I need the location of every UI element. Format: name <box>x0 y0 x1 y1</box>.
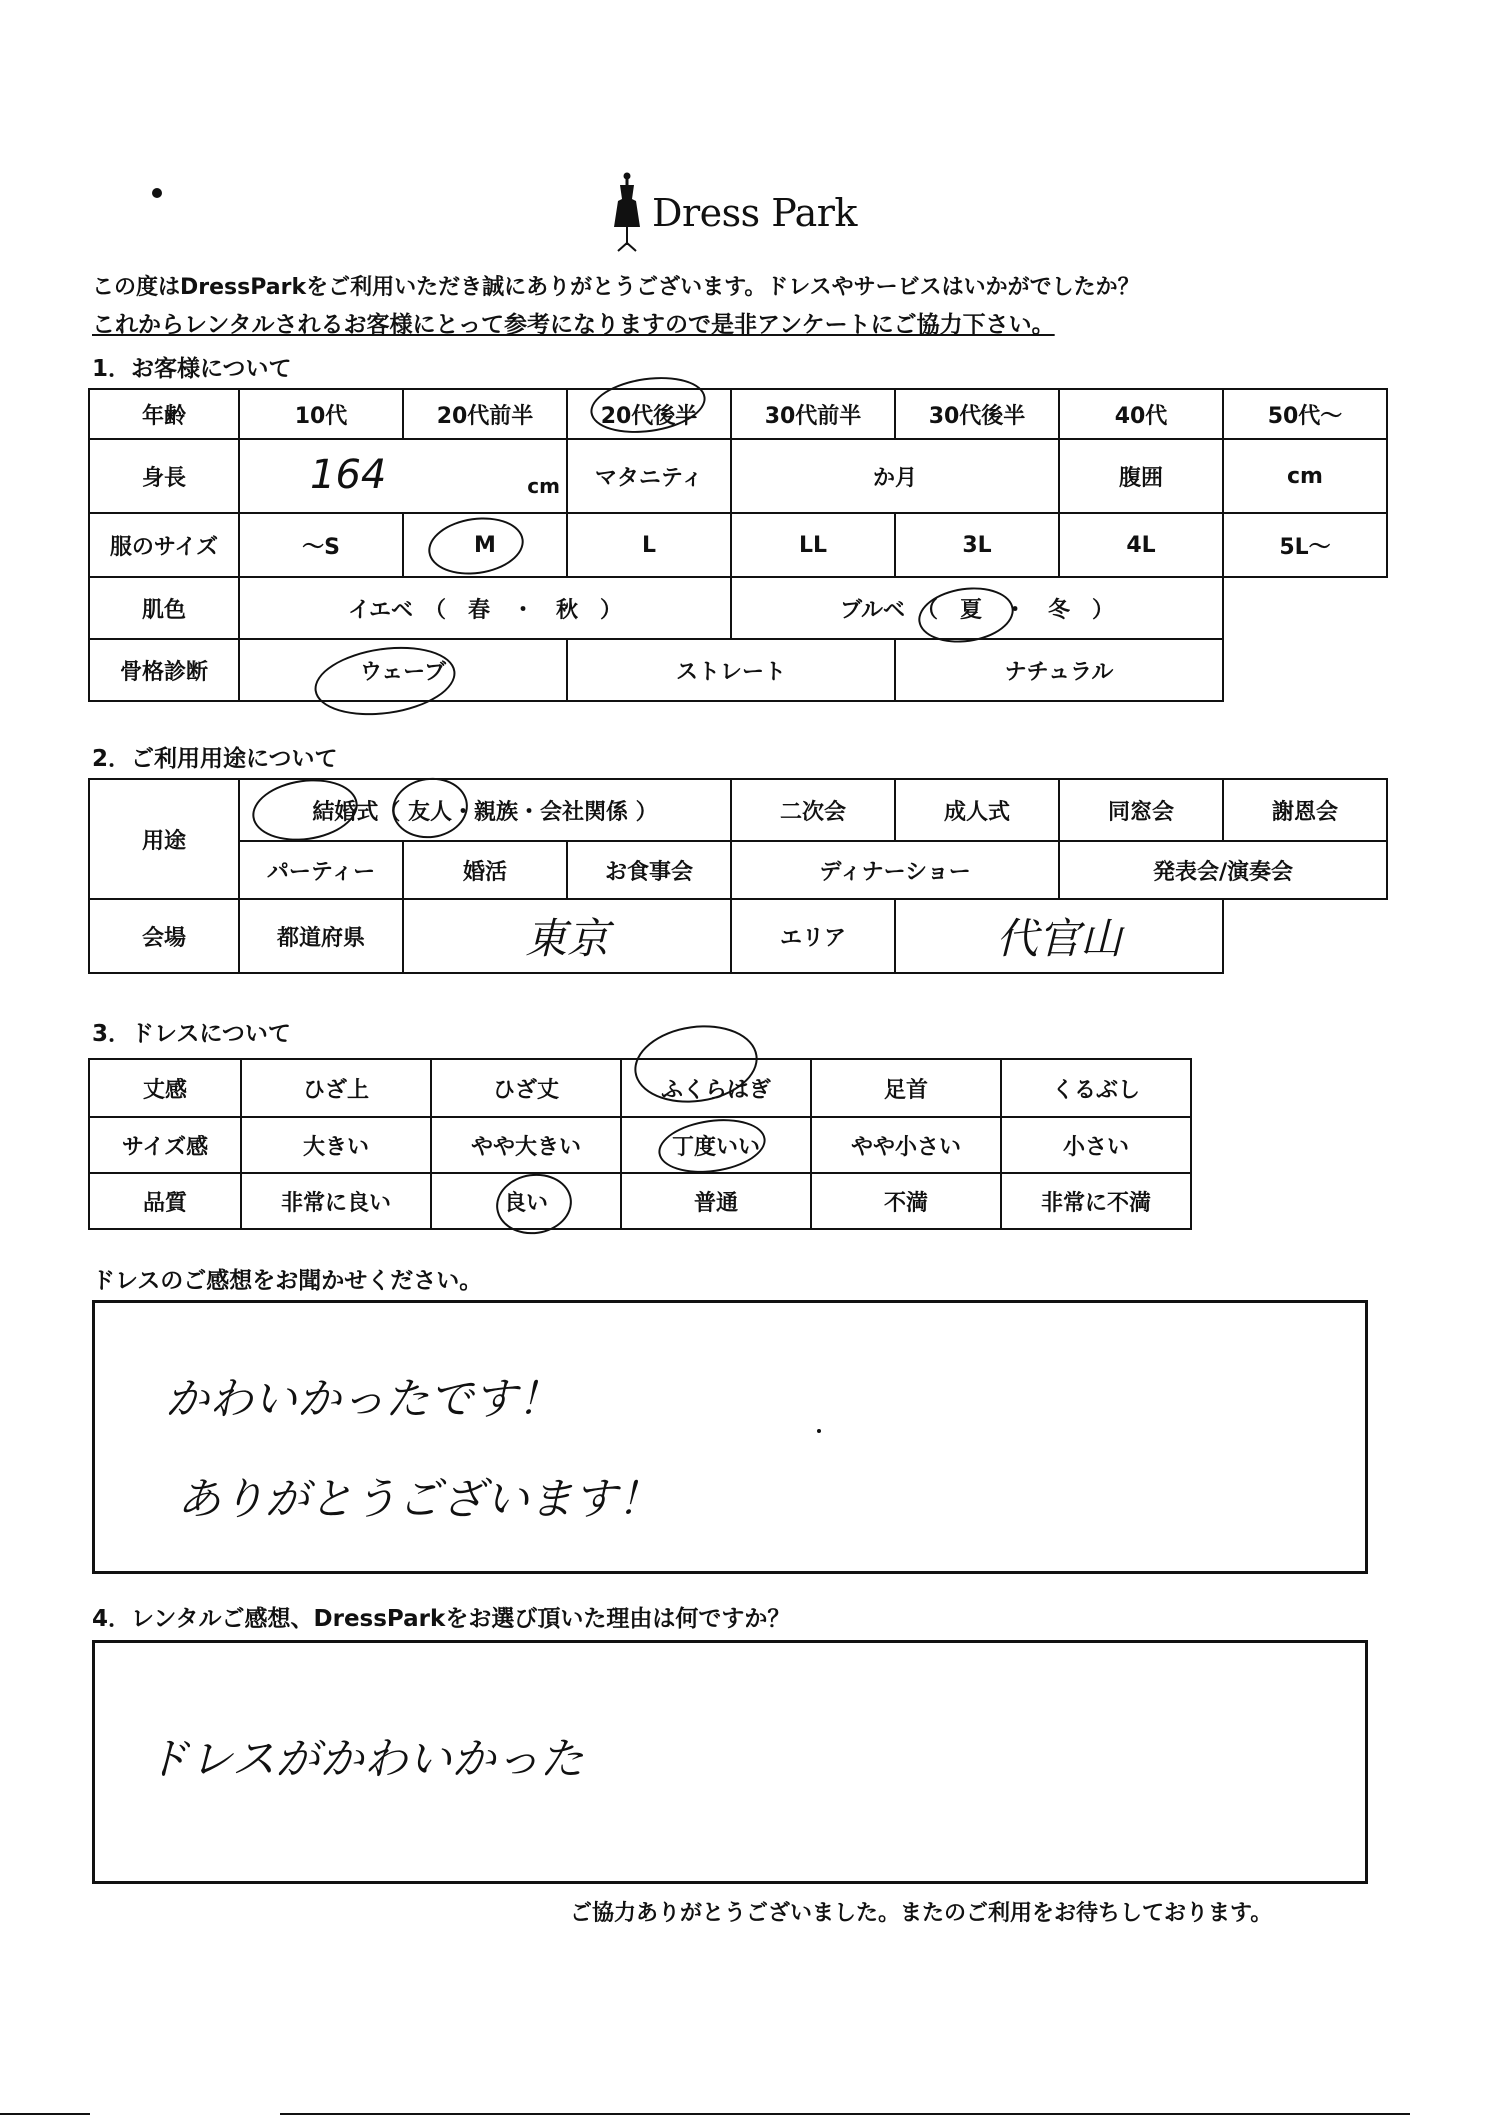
size-option[interactable]: L <box>567 513 731 577</box>
skin-label: 肌色 <box>89 577 239 639</box>
scan-speck <box>817 1429 821 1433</box>
age-option[interactable]: 50代～ <box>1223 389 1387 439</box>
section3-title: 3．ドレスについて <box>92 1021 291 1047</box>
prefecture-field[interactable] <box>403 899 731 973</box>
purpose-option[interactable]: 同窓会 <box>1059 779 1223 841</box>
empty-cell <box>1223 899 1387 973</box>
comment-prompt: ドレスのご感想をお聞かせください。 <box>92 1268 483 1294</box>
section2-title: 2．ご利用用途について <box>92 746 338 772</box>
quality-option-selected[interactable]: 良い <box>431 1173 621 1229</box>
intro-request: これからレンタルされるお客様にとって参考になりますので是非アンケートにご協力下さい。 <box>92 312 1055 338</box>
brand-logo <box>612 168 857 258</box>
size-option-selected[interactable]: M <box>403 513 567 577</box>
divider-line <box>0 2113 90 2115</box>
area-label: エリア <box>731 899 895 973</box>
comment-line: ありがとうございます！ <box>177 1474 661 1525</box>
age-option[interactable]: 40代 <box>1059 389 1223 439</box>
area-field[interactable] <box>895 899 1223 973</box>
age-option-selected[interactable]: 20代後半 <box>567 389 731 439</box>
area-value: 代官山 <box>996 914 1123 963</box>
empty-cell <box>1223 577 1387 639</box>
purpose-option[interactable]: 発表会/演奏会 <box>1059 841 1387 899</box>
fit-option[interactable]: やや小さい <box>811 1117 1001 1173</box>
length-option[interactable]: ひざ上 <box>241 1059 431 1117</box>
age-option[interactable]: 20代前半 <box>403 389 567 439</box>
maternity-unit: か月 <box>872 465 917 491</box>
dress-mannequin-icon <box>612 171 642 255</box>
quality-option[interactable]: 非常に不満 <box>1001 1173 1191 1229</box>
size-option[interactable]: LL <box>731 513 895 577</box>
reason-answer: ドレスがかわいかった <box>145 1734 584 1785</box>
comment-line: かわいかったです！ <box>165 1374 561 1425</box>
purpose-option[interactable]: 婚活 <box>403 841 567 899</box>
waist-label: 腹囲 <box>1059 439 1223 513</box>
height-field[interactable] <box>239 439 567 513</box>
purpose-label: 用途 <box>89 779 239 899</box>
fit-option[interactable]: 大きい <box>241 1117 431 1173</box>
thank-you-footer: ご協力ありがとうございました。またのご利用をお待ちしております。 <box>570 1901 1273 1926</box>
size-option[interactable]: 3L <box>895 513 1059 577</box>
purpose-option[interactable]: ディナーショー <box>731 841 1059 899</box>
prefecture-value: 東京 <box>525 914 610 963</box>
age-option[interactable]: 30代前半 <box>731 389 895 439</box>
comment-box[interactable] <box>92 1300 1368 1574</box>
purpose-option[interactable]: お食事会 <box>567 841 731 899</box>
length-option[interactable]: 足首 <box>811 1059 1001 1117</box>
brand-name: Dress Park <box>652 191 857 235</box>
age-option[interactable]: 30代後半 <box>895 389 1059 439</box>
fit-label: サイズ感 <box>89 1117 241 1173</box>
skin-yellow-option[interactable]: イエベ （ 春 ・ 秋 ） <box>239 577 731 639</box>
age-label: 年齢 <box>89 389 239 439</box>
section1-title: 1．お客様について <box>92 356 292 382</box>
purpose-option[interactable]: パーティー <box>239 841 403 899</box>
maternity-label: マタニティ <box>567 439 731 513</box>
venue-label: 会場 <box>89 899 239 973</box>
age-option[interactable]: 10代 <box>239 389 403 439</box>
quality-option[interactable]: 非常に良い <box>241 1173 431 1229</box>
skeleton-option[interactable]: ナチュラル <box>895 639 1223 701</box>
intro-text: この度はDressParkをご利用いただき誠にありがとうございます。ドレスやサービスはいかがでしたか？ <box>92 275 1140 300</box>
quality-option[interactable]: 普通 <box>621 1173 811 1229</box>
purpose-option[interactable]: 謝恩会 <box>1223 779 1387 841</box>
skeleton-option[interactable]: ストレート <box>567 639 895 701</box>
purpose-wedding[interactable]: 結婚式（ 友人・親族・会社関係 ） <box>239 779 731 841</box>
reason-box[interactable] <box>92 1640 1368 1884</box>
length-option[interactable]: ひざ丈 <box>431 1059 621 1117</box>
scan-speck <box>152 188 162 198</box>
size-option[interactable]: 4L <box>1059 513 1223 577</box>
purpose-option[interactable]: 二次会 <box>731 779 895 841</box>
fit-option[interactable]: やや大きい <box>431 1117 621 1173</box>
quality-label: 品質 <box>89 1173 241 1229</box>
customer-table <box>88 388 1388 702</box>
prefecture-label: 都道府県 <box>239 899 403 973</box>
fit-option[interactable]: 小さい <box>1001 1117 1191 1173</box>
waist-unit: cm <box>1287 463 1323 489</box>
length-option-selected[interactable]: ふくらはぎ <box>621 1059 811 1117</box>
size-option[interactable]: 5L～ <box>1223 513 1387 577</box>
height-value: 164 <box>310 452 387 498</box>
size-label: 服のサイズ <box>89 513 239 577</box>
skin-blue-option[interactable]: ブルベ （ 夏 ・ 冬 ） <box>731 577 1223 639</box>
waist-field[interactable] <box>1223 439 1387 513</box>
length-label: 丈感 <box>89 1059 241 1117</box>
size-option[interactable]: ～S <box>239 513 403 577</box>
height-unit: cm <box>527 474 560 498</box>
fit-option-selected[interactable]: 丁度いい <box>621 1117 811 1173</box>
quality-option[interactable]: 不満 <box>811 1173 1001 1229</box>
empty-cell <box>1223 639 1387 701</box>
height-label: 身長 <box>89 439 239 513</box>
section4-title: 4．レンタルご感想、DressParkをお選び頂いた理由は何ですか？ <box>92 1606 791 1632</box>
purpose-option[interactable]: 成人式 <box>895 779 1059 841</box>
maternity-field[interactable] <box>731 439 1059 513</box>
length-option[interactable]: くるぶし <box>1001 1059 1191 1117</box>
divider-line <box>280 2113 1410 2115</box>
skeleton-option-selected[interactable]: ウェーブ <box>239 639 567 701</box>
skeleton-label: 骨格診断 <box>89 639 239 701</box>
